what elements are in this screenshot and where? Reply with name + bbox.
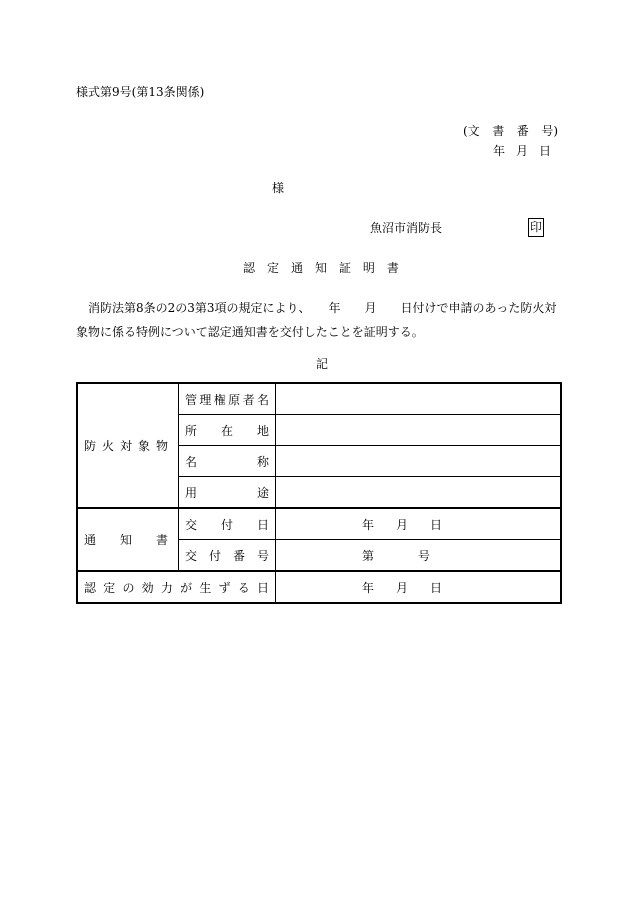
label-char: 原	[228, 392, 241, 407]
label-char: の	[122, 580, 135, 595]
date-year: 年	[493, 144, 506, 158]
label-char: 途	[256, 485, 269, 500]
document-title	[243, 260, 399, 276]
notice-group-label	[77, 508, 179, 571]
number-char: 号	[417, 548, 430, 563]
body-paragraph: 消防法第8条の2の3第3項の規定により、 年 月 日付けで申請のあった防火対象物に係る特例について認定通知書を交付したことを証明する。	[76, 301, 557, 339]
label-char: 付	[208, 548, 221, 563]
title-char: 通	[290, 261, 303, 275]
date-char: 年	[362, 517, 375, 532]
date-char: 月	[395, 517, 408, 532]
label-char: る	[237, 580, 250, 595]
group-char: 象	[137, 439, 150, 453]
title-char: 認	[243, 261, 256, 275]
label-char: 認	[84, 580, 97, 595]
row-label-use	[179, 477, 276, 509]
table-row	[77, 383, 561, 415]
group-char: 火	[101, 439, 114, 453]
date-char: 月	[395, 580, 408, 595]
label-char: 称	[256, 454, 269, 469]
label-char: 在	[220, 423, 233, 438]
label-char: 管	[185, 392, 198, 407]
label-char: ず	[218, 580, 231, 595]
issue-date-field[interactable]	[276, 508, 562, 540]
label-char: 理	[199, 392, 212, 407]
property-group-label	[77, 383, 179, 508]
label-char: 名	[185, 454, 198, 469]
seal-mark: 印	[528, 218, 544, 237]
group-char: 対	[119, 439, 132, 453]
issuer-name: 魚沼市消防長	[370, 221, 443, 235]
manager-name-field[interactable]	[276, 383, 562, 415]
row-label-issue-number	[179, 540, 276, 572]
effect-date-field[interactable]	[276, 571, 562, 603]
location-field[interactable]	[276, 415, 562, 446]
addressee-honorific: 様	[272, 181, 285, 195]
title-char: 定	[266, 261, 279, 275]
group-char: 通	[84, 533, 97, 547]
property-name-field[interactable]	[276, 446, 562, 477]
document-number	[463, 123, 558, 139]
label-char: 日	[256, 580, 269, 595]
label-char: 定	[103, 580, 116, 595]
details-table	[76, 382, 562, 604]
issue-number-field[interactable]	[276, 540, 562, 572]
ki-heading: 記	[316, 357, 329, 371]
row-label-location	[179, 415, 276, 446]
date-char: 日	[429, 517, 442, 532]
row-label-manager	[179, 383, 276, 415]
doc-number-char: 書	[492, 124, 505, 138]
table-row	[77, 571, 561, 603]
label-char: 名	[256, 392, 269, 407]
row-label-issue-date	[179, 508, 276, 540]
date-day: 日	[538, 144, 551, 158]
date-char: 年	[362, 580, 375, 595]
use-field[interactable]	[276, 477, 562, 509]
group-char: 知	[119, 533, 132, 547]
document-date	[493, 143, 551, 159]
title-char: 明	[362, 261, 375, 275]
label-char: 効	[141, 580, 154, 595]
doc-number-char: 号)	[541, 124, 558, 138]
group-char: 書	[155, 533, 168, 547]
label-char: 所	[185, 423, 198, 438]
label-char: 地	[256, 423, 269, 438]
date-char: 日	[429, 580, 442, 595]
label-char: 権	[213, 392, 226, 407]
title-char: 知	[314, 261, 327, 275]
number-char: 第	[362, 548, 375, 563]
label-char: が	[180, 580, 193, 595]
effect-date-label	[77, 571, 276, 603]
label-char: 力	[160, 580, 173, 595]
label-char: 日	[256, 517, 269, 532]
doc-number-char: (文	[463, 124, 480, 138]
table-row	[77, 508, 561, 540]
title-char: 証	[338, 261, 351, 275]
group-char: 防	[84, 439, 97, 453]
doc-number-char: 番	[516, 124, 529, 138]
label-char: 番	[232, 548, 245, 563]
title-char: 書	[386, 261, 399, 275]
label-char: 生	[199, 580, 212, 595]
label-char: 交	[185, 548, 198, 563]
label-char: 者	[242, 392, 255, 407]
row-label-name	[179, 446, 276, 477]
group-char: 物	[155, 439, 168, 453]
date-month: 月	[515, 144, 528, 158]
form-number: 様式第9号(第13条関係)	[76, 85, 205, 99]
label-char: 号	[256, 548, 269, 563]
label-char: 付	[220, 517, 233, 532]
label-char: 用	[185, 485, 198, 500]
label-char: 交	[185, 517, 198, 532]
